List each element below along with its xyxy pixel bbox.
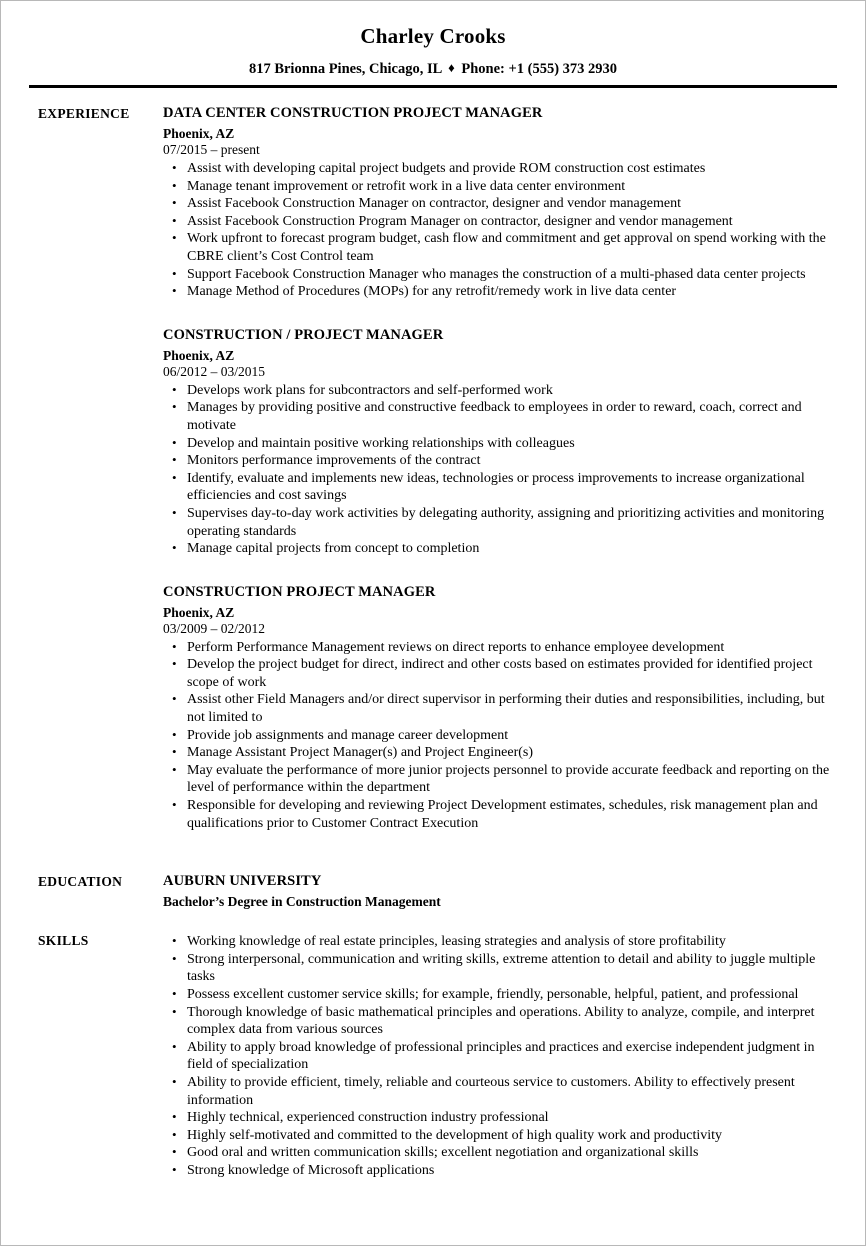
list-item: • Assist other Field Managers and/or direct supervisor in performing their duties and responsibilities, including, but not limited to	[163, 691, 837, 726]
spacer-experience-education	[1, 832, 865, 872]
education-entry	[163, 872, 837, 910]
resume-header	[1, 1, 865, 88]
job-dates: 07/2015 – present	[163, 142, 260, 157]
contact-line	[1, 58, 865, 79]
section-education	[1, 872, 865, 910]
list-item: • Manages by providing positive and constructive feedback to employees in order to reward, coach, correct and motivate	[163, 399, 837, 434]
job-bullets	[163, 639, 837, 833]
job-title: DATA CENTER CONSTRUCTION PROJECT MANAGER	[163, 105, 543, 121]
section-experience	[1, 104, 865, 832]
education-degree: Bachelor’s Degree in Construction Management	[163, 894, 441, 910]
contact-address: 817 Brionna Pines, Chicago, IL	[248, 61, 442, 77]
job-title: CONSTRUCTION / PROJECT MANAGER	[163, 326, 444, 343]
list-item: • Ability to apply broad knowledge of professional principles and practices and exercise independent judgment in field of specialization	[163, 1039, 837, 1074]
candidate-name: Charley Crooks	[360, 24, 506, 48]
experience-list	[144, 104, 865, 832]
list-item: • Good oral and written communication skills; excellent negotiation and organizational skills	[163, 1144, 837, 1162]
header-divider	[29, 85, 837, 88]
job-bullets	[163, 382, 837, 558]
contact-phone: Phone: +1 (555) 373 2930	[461, 61, 618, 77]
list-item: • Provide job assignments and manage career development	[163, 727, 837, 745]
list-item: • Manage tenant improvement or retrofit work in a live data center environment	[163, 178, 837, 196]
section-label-experience: EXPERIENCE	[38, 106, 130, 121]
list-item: • Manage Assistant Project Manager(s) and Project Engineer(s)	[163, 744, 837, 762]
education-school: AUBURN UNIVERSITY	[163, 873, 322, 890]
list-item: • Assist Facebook Construction Program Manager on contractor, designer and vendor management	[163, 213, 837, 231]
diamond-separator-icon: ♦	[448, 60, 455, 75]
skills-bullets	[163, 933, 837, 1179]
list-item: • Strong interpersonal, communication and writing skills, extreme attention to detail and ability to juggle multiple tasks	[163, 951, 837, 986]
resume-sheet	[1, 1, 865, 1245]
list-item: • Supervises day-to-day work activities by delegating authority, assigning and prioritizing activities and monitoring operating standards	[163, 505, 837, 540]
experience-entry	[163, 326, 837, 558]
list-item: • Develop and maintain positive working relationships with colleagues	[163, 435, 837, 453]
list-item: • Possess excellent customer service skills; for example, friendly, personable, helpful, patient, and professional	[163, 986, 837, 1004]
list-item: • Perform Performance Management reviews on direct reports to enhance employee development	[163, 639, 837, 657]
list-item: • Identify, evaluate and implements new ideas, technologies or process improvements to increase organizational efficiencies and cost savings	[163, 470, 837, 505]
list-item: • Thorough knowledge of basic mathematical principles and operations. Ability to analyze, compile, and interpret complex data from various sources	[163, 1004, 837, 1039]
list-item: • Develop the project budget for direct, indirect and other costs based on estimates provided for identified project scope of work	[163, 656, 837, 691]
list-item: • Manage Method of Procedures (MOPs) for any retrofit/remedy work in live data center	[163, 283, 837, 301]
list-item: • Responsible for developing and reviewing Project Development estimates, schedules, risk management plan and qualifications prior to Customer Contract Execution	[163, 797, 837, 832]
list-item: • Strong knowledge of Microsoft applications	[163, 1162, 837, 1180]
list-item: • Support Facebook Construction Manager who manages the construction of a multi-phased data center projects	[163, 266, 837, 284]
list-item: • Assist with developing capital project budgets and provide ROM construction cost estimates	[163, 160, 837, 178]
list-item: • May evaluate the performance of more junior projects personnel to provide accurate feedback and reporting on the level of performance within the department	[163, 762, 837, 797]
list-item: • Manage capital projects from concept to completion	[163, 540, 837, 558]
list-item: • Working knowledge of real estate principles, leasing strategies and analysis of store profitability	[163, 933, 837, 951]
section-skills	[1, 931, 865, 1179]
job-bullets	[163, 160, 837, 301]
job-dates: 03/2009 – 02/2012	[163, 620, 266, 636]
list-item: • Highly technical, experienced construction industry professional	[163, 1109, 837, 1127]
list-item: • Work upfront to forecast program budget, cash flow and commitment and get approval on spend working with the CBRE client’s Cost Control team	[163, 230, 837, 265]
section-label-skills: SKILLS	[38, 933, 89, 949]
job-dates: 06/2012 – 03/2015	[163, 363, 266, 379]
list-item: • Ability to provide efficient, timely, reliable and courteous service to customers. Ability to effectively present information	[163, 1074, 837, 1109]
list-item: • Assist Facebook Construction Manager on contractor, designer and vendor management	[163, 195, 837, 213]
section-label-education: EDUCATION	[38, 874, 123, 890]
education-list	[144, 872, 865, 910]
job-location: Phoenix, AZ	[163, 604, 235, 620]
resume-body	[1, 104, 865, 1180]
job-location: Phoenix, AZ	[163, 347, 235, 363]
job-title: CONSTRUCTION PROJECT MANAGER	[163, 583, 436, 600]
list-item: • Monitors performance improvements of the contract	[163, 452, 837, 470]
spacer-education-skills	[1, 910, 865, 931]
list-item: • Highly self-motivated and committed to the development of high quality work and productivity	[163, 1127, 837, 1145]
experience-entry	[163, 104, 837, 301]
experience-entry	[163, 583, 837, 833]
skills-list	[144, 931, 865, 1179]
job-location: Phoenix, AZ	[163, 126, 235, 141]
list-item: • Develops work plans for subcontractors and self-performed work	[163, 382, 837, 400]
